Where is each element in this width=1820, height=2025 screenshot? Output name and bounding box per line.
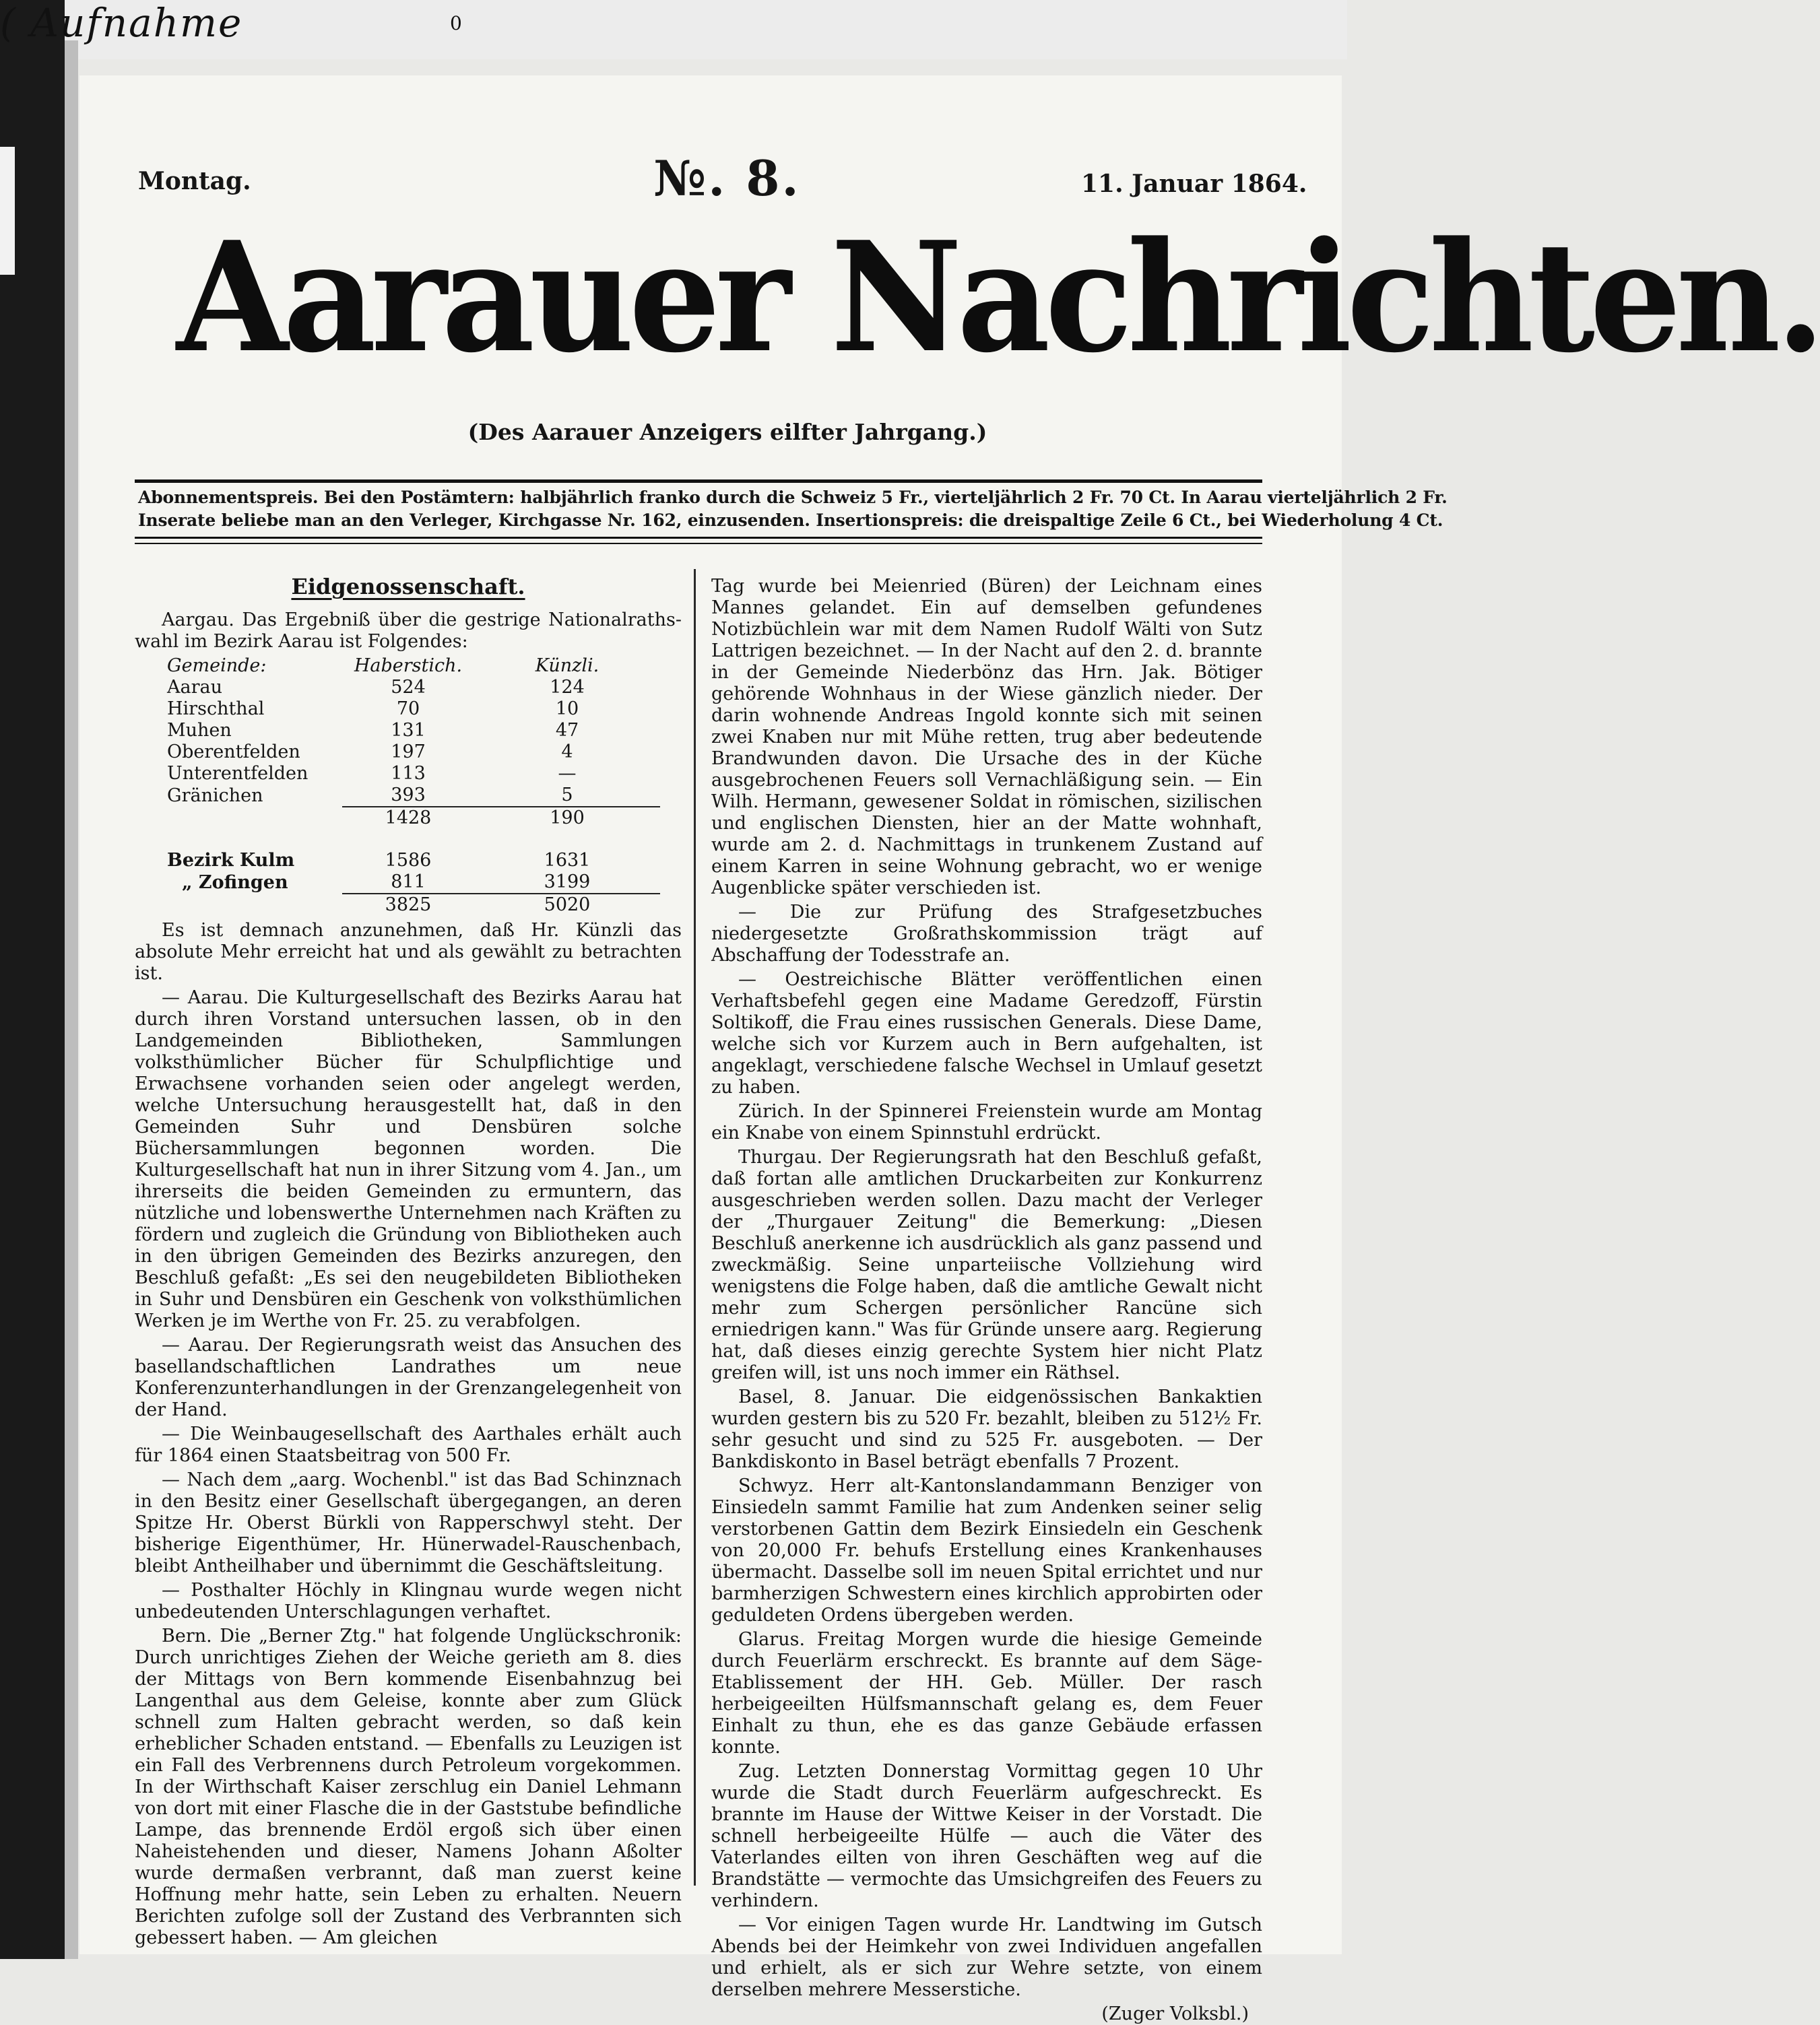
article-paragraph: — Aarau. Die Kulturgesellschaft des Bezirks Aarau hat durch ihren Vorstand untersuchen lassen, ob in den Landgemeinden Bibliotheken, Sammlungen volksthümlicher Bücher für Schulpflichtige und Erwachsene vorhanden seien oder angelegt werden, welche Untersuchung herausgestellt hat, daß in den Gemeinden Suhr und Densbüren solche Büchersammlungen begonnen worden. Die Kulturgesellschaft hat nun in ihrer Sitzung vom 4. Jan., um ihrerseits die beiden Gemeinden zu ermuntern, das nützliche und lobenswerthe Unternehmen nach Kräften zu fördern und zugleich die Gründung von Bibliotheken auch in den übrigen Gemeinden des Bezirks anzuregen, den Beschluß gefaßt: „Es sei den neugebildeten Bibliotheken in Suhr und Densbüren ein Geschenk von volksthümlichen Werken je im Werthe von Fr. 25. zu verabfolgen.: [135, 987, 682, 1331]
table-row: [162, 763, 660, 785]
table-header-row: [162, 655, 660, 677]
masthead-subtitle: (Des Aarauer Anzeigers eilfter Jahrgang.): [467, 419, 987, 445]
header-rule-bottom: [135, 537, 1262, 539]
scan-page-edge: [65, 40, 78, 1959]
total-haberstich: 3825: [342, 894, 474, 916]
article-paragraph: — Nach dem „aarg. Wochenbl." ist das Bad Schinznach in den Besitz einer Gesellschaft übergegangen, an deren Spitze Hr. Oberst Bürkli von Rapperschwyl steht. Der bisherige Eigenthümer, Hr. Hünerwadel-Rauschenbach, bleibt Antheilhaber und übernimmt die Geschäftsleitung.: [135, 1469, 682, 1576]
municipality-cell: Hirschthal: [167, 698, 265, 719]
article-paragraph: Schwyz. Herr alt-Kantonslandammann Benziger von Einsiedeln sammt Familie hat zum Andenken seiner selig verstorbenen Gattin dem Bezirk Einsiedeln ein Geschenk von 20,000 Fr. behufs Erstellung eines Krankenhauses übermacht. Dasselbe soll im neuen Spital errichtet und nur barmherzigen Schwestern eines kirchlich approbirten oder geduldeten Ordens übergeben werden.: [711, 1475, 1262, 1626]
district-cell: „ Zofingen: [182, 871, 288, 893]
votes-haberstich-cell: 197: [391, 741, 426, 762]
handwritten-note: ( Aufnahme: [0, 0, 243, 46]
subtotal-kuenzli: 190: [474, 807, 660, 829]
article-paragraph: Es ist demnach anzunehmen, daß Hr. Künzli das absolute Mehr erreicht hat und als gewählt zu betrachten ist.: [135, 920, 682, 984]
municipality-cell: Gränichen: [167, 785, 263, 806]
votes-kuenzli-cell: —: [558, 763, 577, 784]
votes-haberstich-cell: 811: [391, 871, 426, 892]
municipality-cell: Aarau: [167, 677, 222, 698]
left-column: [135, 576, 682, 1952]
district-cell: Bezirk Kulm: [167, 850, 295, 871]
district-row: [162, 850, 660, 871]
weekday: Montag.: [138, 167, 251, 195]
votes-kuenzli-cell: 5: [561, 785, 573, 805]
article-paragraph: — Vor einigen Tagen wurde Hr. Landtwing im Gutsch Abends bei der Heimkehr von zwei Individuen angefallen und erhielt, als er sich zur Wehre setzte, von einem derselben mehrere Messerstiche.: [711, 1915, 1262, 2000]
table-row: [162, 785, 660, 807]
article-paragraph: Zürich. In der Spinnerei Freienstein wurde am Montag ein Knabe von einem Spinnstuhl erdrückt.: [711, 1101, 1262, 1143]
municipality-cell: Oberentfelden: [167, 741, 300, 762]
column-divider: [694, 569, 696, 1886]
insertion-price: Inserate beliebe man an den Verleger, Kirchgasse Nr. 162, einzusenden. Insertionspreis: die dreispaltige Zeile 6 Ct., bei Wiederholung 4 Ct.: [138, 510, 1443, 530]
right-column: [711, 576, 1262, 2025]
votes-haberstich-cell: 113: [391, 763, 426, 784]
scan-binding-edge: [0, 0, 65, 1959]
issue-number: №. 8.: [653, 150, 801, 207]
article-paragraph: Tag wurde bei Meienried (Büren) der Leichnam eines Mannes gelandet. Ein auf demselben gefundenes Notizbüchlein war mit dem Namen Rudolf Wälti von Sutz Lattrigen bezeichnet. — In der Nacht auf den 2. d. brannte in der Gemeinde Niederbönz das Hrn. Jak. Bötiger gehörende Wohnhaus in der Wiese gänzlich nieder. Der darin wohnende Andreas Ingold konnte sich mit seinen zwei Knaben nur mit Mühe retten, trug aber bedeutende Brandwunden davon. Die Ursache des in der Küche ausgebrochenen Feuers soll Vernachläßigung sein. — Ein Wilh. Hermann, gewesener Soldat in römischen, sizilischen und englischen Diensten, hier an der Matte wohnhaft, wurde am 2. d. Nachmittags in trunkenem Zustand auf einem Karren in seine Wohnung gebracht, wo er wenige Augenblicke später verschieden ist.: [711, 576, 1262, 898]
article-paragraph: Thurgau. Der Regierungsrath hat den Beschluß gefaßt, daß fortan alle amtlichen Druckarbeiten zur Konkurrenz ausgeschrieben werden sollen. Dazu macht der Verleger der „Thurgauer Zeitung" die Bemerkung: „Diesen Beschluß anerkenne ich ausdrücklich als ganz passend und zweckmäßig. Seine unparteiische Vollziehung wird wenigstens die Folge haben, daß die amtliche Gewalt nicht mehr zum Schergen persönlicher Rancüne sich erniedrigen kann." Was für Gründe unsere aarg. Regierung hat, daß dieses einzig gerechte System hier nicht Platz greifen will, ist uns noch immer ein Räthsel.: [711, 1147, 1262, 1383]
votes-kuenzli-cell: 47: [555, 720, 579, 741]
votes-kuenzli-cell: 124: [550, 677, 585, 698]
article-paragraph: Glarus. Freitag Morgen wurde die hiesige Gemeinde durch Feuerlärm erschreckt. Es brannte auf dem Säge-Etablissement der HH. Geb. Müller. Der rasch herbeigeeilten Hülfsmannschaft gelang es, dem Feuer Einhalt zu thun, ehe es das ganze Gebäude erfassen konnte.: [711, 1629, 1262, 1758]
source-attribution: (Zuger Volksbl.): [1101, 2003, 1249, 2024]
subtotal-row: [162, 807, 660, 829]
district-row: [162, 871, 660, 894]
table-header: Künzli.: [535, 655, 599, 676]
table-row: [162, 698, 660, 720]
votes-haberstich-cell: 524: [391, 677, 426, 698]
votes-haberstich-cell: 131: [391, 720, 426, 741]
total-row: [162, 894, 660, 916]
issue-date: 11. Januar 1864.: [1081, 170, 1307, 198]
article-paragraph: Basel, 8. Januar. Die eidgenössischen Bankaktien wurden gestern bis zu 520 Fr. bezahlt, bleiben zu 512½ Fr. sehr gesucht und sind zu 525 Fr. ausgeboten. — Der Bankdiskonto in Basel beträgt ebenfalls 7 Prozent.: [711, 1387, 1262, 1472]
table-spacer: [162, 829, 660, 850]
article-paragraph: — Posthalter Höchly in Klingnau wurde wegen nicht unbedeutenden Unterschlagungen verhaftet.: [135, 1580, 682, 1622]
subscription-price: Abonnementspreis. Bei den Postämtern: halbjährlich franko durch die Schweiz 5 Fr., vierteljährlich 2 Fr. 70 Ct. In Aarau vierteljährlich 2 Fr.: [138, 488, 1448, 507]
article-paragraph: — Die Weinbaugesellschaft des Aarthales erhält auch für 1864 einen Staatsbeitrag von 500 Fr.: [135, 1424, 682, 1466]
votes-kuenzli-cell: 1631: [544, 850, 591, 871]
municipality-cell: Unterentfelden: [167, 763, 308, 784]
scan-tab: [0, 147, 15, 275]
article-paragraph: — Oestreichische Blätter veröffentlichen einen Verhaftsbefehl gegen eine Madame Geredzoff, Fürstin Soltikoff, die Frau eines russischen Generals. Diese Dame, welche sich vor Kurzem auch in Bern aufgehalten, ist angeklagt, verschiedene falsche Wechsel in Umlauf gesetzt zu haben.: [711, 969, 1262, 1098]
votes-kuenzli-cell: 3199: [544, 871, 591, 892]
handwritten-mark: 0: [450, 12, 462, 34]
table-row: [162, 741, 660, 763]
votes-kuenzli-cell: 4: [561, 741, 573, 762]
table-header: Gemeinde:: [167, 655, 267, 676]
municipality-cell: Muhen: [167, 720, 232, 741]
article-intro: Aargau. Das Ergebniß über die gestrige Nationalraths-wahl im Bezirk Aarau ist Folgendes:: [135, 609, 682, 652]
subtotal-label: [162, 807, 342, 829]
votes-haberstich-cell: 1586: [385, 850, 432, 871]
article-paragraph: — Aarau. Der Regierungsrath weist das Ansuchen des basellandschaftlichen Landrathes um neue Konferenzunterhandlungen in der Grenzangelegenheit von der Hand.: [135, 1335, 682, 1420]
table-row: [162, 677, 660, 698]
header-rule-bottom-thin: [135, 543, 1262, 544]
total-kuenzli: 5020: [474, 894, 660, 916]
article-paragraph: Bern. Die „Berner Ztg." hat folgende Unglückschronik: Durch unrichtiges Ziehen der Weiche gerieth am 8. dies der Mittags von Bern kommende Eisenbahnzug bei Langenthal aus dem Geleise, konnte aber zum Glück schnell zum Halten gebracht werden, so daß kein erheblicher Schaden entstand. — Ebenfalls zu Leuzigen ist ein Fall des Verbrennens durch Petroleum vorgekommen. In der Wirthschaft Kaiser zerschlug ein Daniel Lehmann von dort mit einer Flasche die in der Gaststube befindliche Lampe, das brennende Erdöl ergoß sich über einen Naheistehenden und dieser, Namens Johann Aßolter wurde dermaßen verbrannt, daß man zuerst keine Hoffnung mehr hatte, sein Leben zu erhalten. Neuern Berichten zufolge soll der Zustand des Verbrannten sich gebessert haben. — Am gleichen: [135, 1626, 682, 1948]
votes-kuenzli-cell: 10: [555, 698, 579, 719]
table-row: [162, 720, 660, 741]
table-header: Haberstich.: [354, 655, 463, 676]
article-paragraph: — Die zur Prüfung des Strafgesetzbuches niedergesetzte Großrathskommission trägt auf Abschaffung der Todesstrafe an.: [711, 902, 1262, 966]
subtotal-haberstich: 1428: [342, 807, 474, 829]
masthead-title: Aarauer Nachrichten.: [176, 209, 1820, 387]
votes-haberstich-cell: 393: [391, 785, 426, 805]
section-title: Eidgenossenschaft.: [291, 574, 525, 599]
header-rule-top: [135, 479, 1262, 483]
votes-haberstich-cell: 70: [396, 698, 420, 719]
total-label: [162, 894, 342, 916]
election-results-table: [162, 655, 660, 916]
article-paragraph: Zug. Letzten Donnerstag Vormittag gegen 10 Uhr wurde die Stadt durch Feuerlärm aufgeschreckt. Es brannte im Hause der Wittwe Keiser in der Vorstadt. Die schnell herbeigeeilte Hülfe — auch die Väter des Vaterlandes eilten von ihren Geschäften weg auf die Brandstätte — vermochte das Umsichgreifen des Feuers zu verhindern.: [711, 1761, 1262, 1911]
